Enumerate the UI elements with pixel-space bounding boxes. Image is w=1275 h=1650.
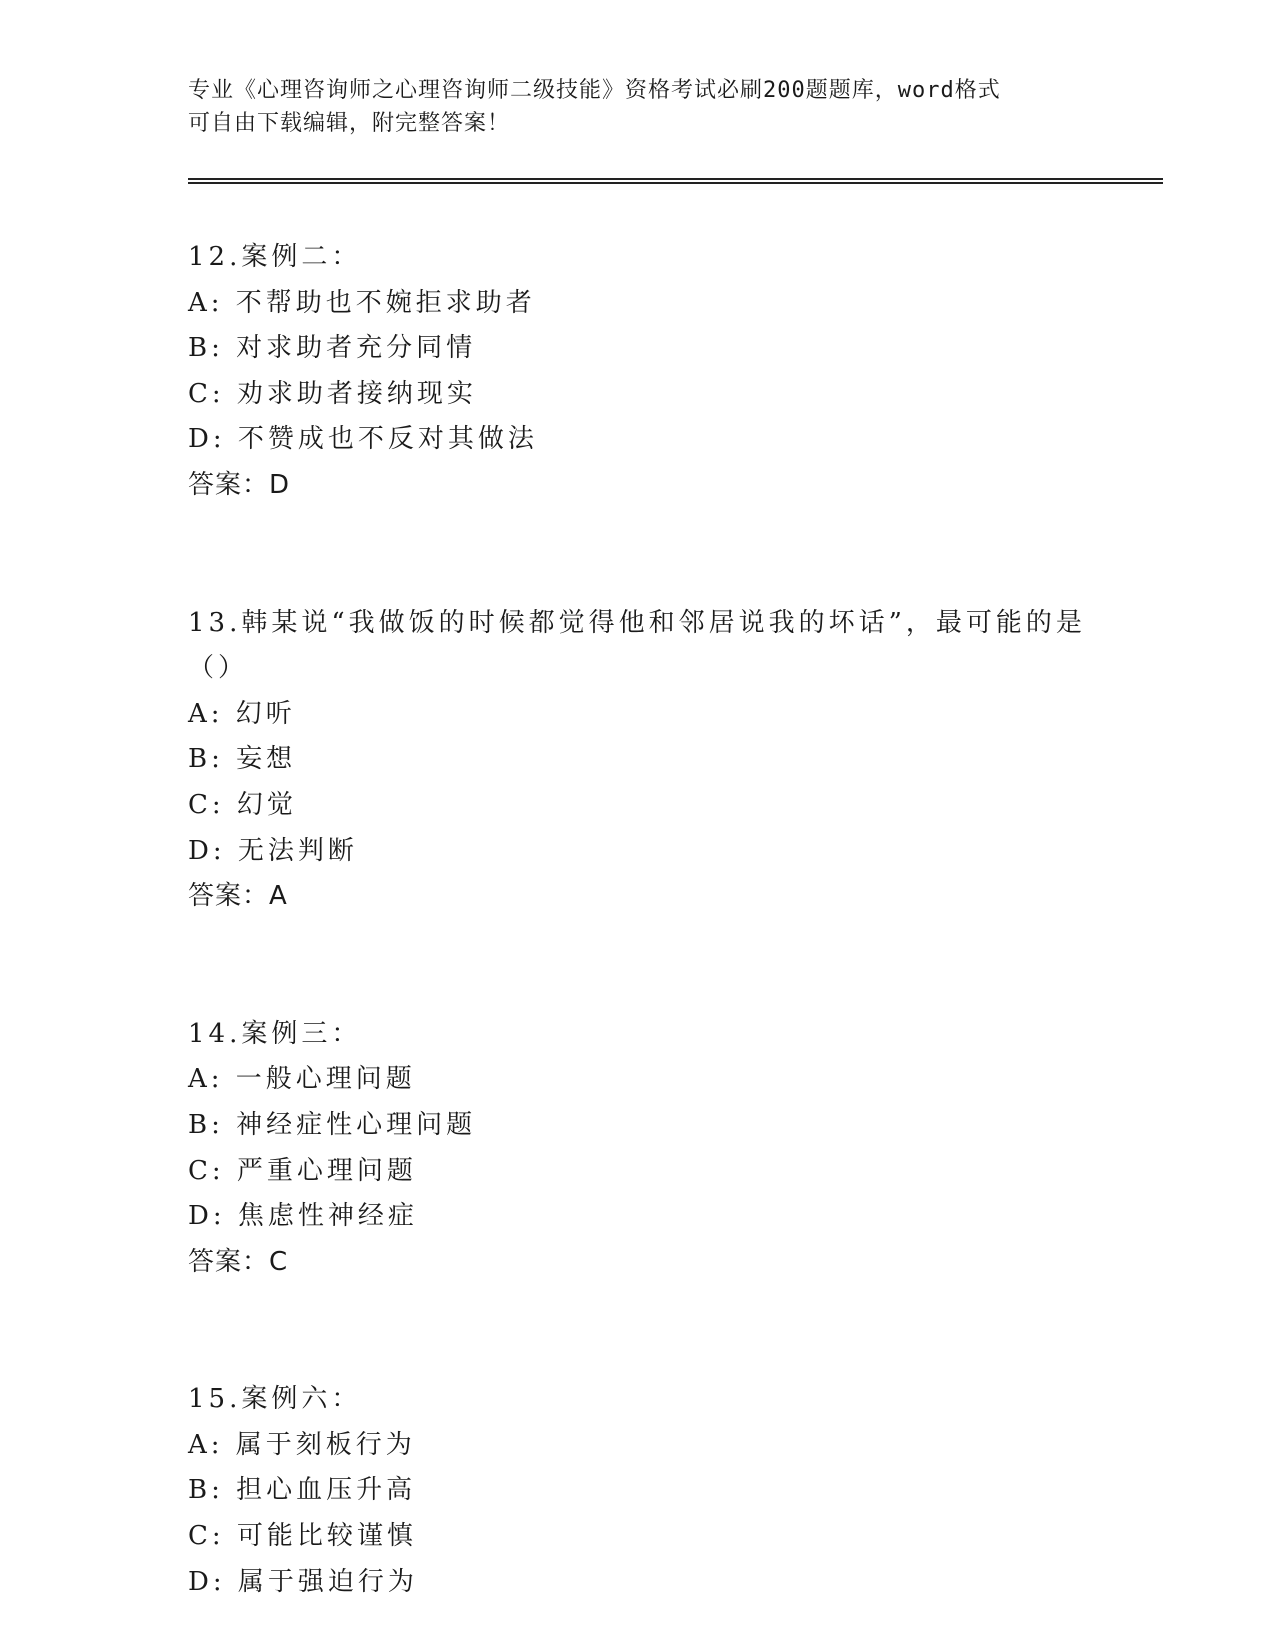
option-b: B: 神经症性心理问题: [188, 1109, 477, 1140]
question-title-continued: （）: [188, 653, 249, 684]
option-d: D: 不赞成也不反对其做法: [188, 424, 538, 455]
question-title: 12.案例二：: [188, 242, 362, 272]
option-c: C: 严重心理问题: [188, 1155, 417, 1186]
option-a: A: 不帮助也不婉拒求助者: [188, 287, 536, 318]
question-spacer: [188, 920, 1148, 1012]
header-line-1: 专业《心理咨询师之心理咨询师二级技能》资格考试必刷200题题库，word格式: [188, 78, 1001, 103]
question-title: 13.韩某说“我做饭的时候都觉得他和邻居说我的坏话”，最可能的是: [188, 607, 1086, 638]
answer-text: 答案：A: [188, 881, 288, 912]
option-a: A: 幻听: [188, 698, 296, 729]
option-b: B: 担心血压升高: [188, 1475, 417, 1506]
question-list: [188, 235, 1148, 1605]
option-a: A: 一般心理问题: [188, 1064, 416, 1095]
option-c: C: 劝求助者接纳现实: [188, 378, 477, 409]
question-spacer: [188, 1285, 1148, 1377]
header-line-2: 可自由下载编辑，附完整答案！: [188, 111, 511, 136]
option-d: D: 属于强迫行为: [188, 1566, 418, 1597]
answer-text: 答案：D: [188, 469, 291, 500]
answer-text: 答案：C: [188, 1246, 289, 1277]
question-title: 14.案例三：: [188, 1018, 362, 1049]
option-c: C: 可能比较谨慎: [188, 1521, 417, 1552]
question-14: [188, 1012, 1148, 1286]
option-d: D: 无法判断: [188, 835, 358, 866]
option-b: B: 妄想: [188, 744, 297, 775]
question-title: 15.案例六：: [188, 1384, 362, 1415]
document-header: [188, 74, 1088, 140]
option-b: B: 对求助者充分同情: [188, 333, 477, 364]
question-13: [188, 601, 1148, 920]
option-c: C: 幻觉: [188, 789, 297, 820]
option-a: A: 属于刻板行为: [188, 1429, 416, 1460]
option-d: D: 焦虑性神经症: [188, 1201, 418, 1232]
header-divider: [188, 178, 1163, 184]
question-15: [188, 1377, 1148, 1605]
question-12: [188, 235, 1148, 509]
question-spacer: [188, 509, 1148, 601]
